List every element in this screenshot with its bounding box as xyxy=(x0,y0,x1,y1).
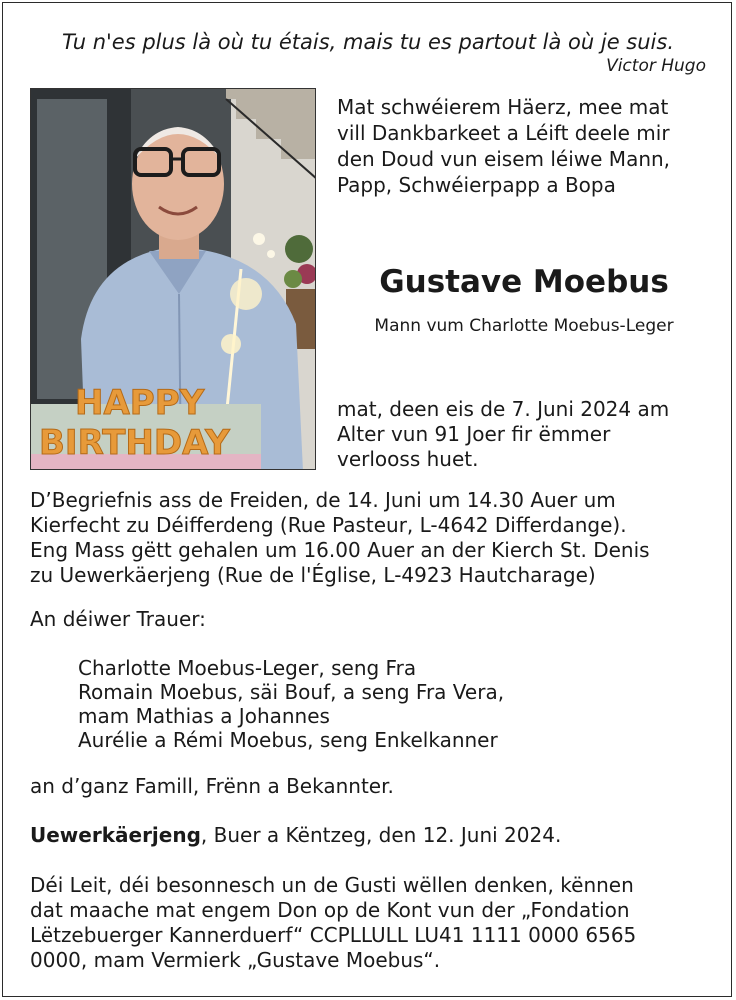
mourner-entry: Aurélie a Rémi Moebus, seng Enkelkanner xyxy=(78,728,498,752)
donation-line: Lëtzebuerger Kannerduerf“ CCPLLULL LU41 1111 0000 6565 xyxy=(30,923,637,947)
mourners-heading: An déiwer Trauer: xyxy=(30,607,206,631)
place-town: Uewerkäerjeng xyxy=(30,823,201,847)
intro-line: Papp, Schwéierpapp a Bopa xyxy=(337,173,616,197)
funeral-line: zu Uewerkäerjeng (Rue de l'Église, L-4923 Hautcharage) xyxy=(30,563,596,587)
cake-topper-birthday: BIRTHDAY xyxy=(39,423,230,463)
place-date: , Buer a Këntzeg, den 12. Juni 2024. xyxy=(200,823,562,847)
donation-line: dat maache mat engem Don op de Kont vun der „Fondation xyxy=(30,898,630,922)
mourners-list xyxy=(78,656,698,752)
funeral-line: D’Begriefnis ass de Freiden, de 14. Juni um 14.30 Auer um xyxy=(30,488,616,512)
death-text xyxy=(337,397,711,472)
intro-line: den Doud vun eisem léiwe Mann, xyxy=(337,147,671,171)
mourner-entry: mam Mathias a Johannes xyxy=(78,704,330,728)
epigraph-quote: Tu n'es plus là où tu étais, mais tu es partout là où je suis. xyxy=(62,30,674,54)
death-line: verlooss huet. xyxy=(337,447,479,471)
donation-request xyxy=(30,873,700,973)
family-line: an d’ganz Famill, Frënn a Bekannter. xyxy=(30,774,394,798)
funeral-line: Kierfecht zu Déifferdeng (Rue Pasteur, L-4642 Differdange). xyxy=(30,513,627,537)
death-line: Alter vun 91 Joer fir ëmmer xyxy=(337,422,611,446)
mourner-entry: Romain Moebus, säi Bouf, a seng Fra Vera, xyxy=(78,680,505,704)
donation-line: Déi Leit, déi besonnesch un de Gusti wëllen denken, kënnen xyxy=(30,873,634,897)
funeral-line: Eng Mass gëtt gehalen um 16.00 Auer an der Kierch St. Denis xyxy=(30,538,650,562)
cake-topper-happy: HAPPY xyxy=(75,383,205,423)
donation-line: 0000, mam Vermierk „Gustave Moebus“. xyxy=(30,948,441,972)
intro-line: Mat schwéierem Häerz, mee mat xyxy=(337,95,669,119)
intro-line: vill Dankbarkeet a Léift deele mir xyxy=(337,121,670,145)
mourner-entry: Charlotte Moebus-Leger, seng Fra xyxy=(78,656,417,680)
portrait-photo xyxy=(30,88,316,470)
death-line: mat, deen eis de 7. Juni 2024 am xyxy=(337,397,670,421)
epigraph-author: Victor Hugo xyxy=(606,56,706,76)
intro-text xyxy=(337,94,711,198)
funeral-details xyxy=(30,488,700,588)
deceased-name: Gustave Moebus xyxy=(379,264,669,300)
place-date-line xyxy=(30,823,700,848)
spouse-line: Mann vum Charlotte Moebus-Leger xyxy=(374,316,674,336)
